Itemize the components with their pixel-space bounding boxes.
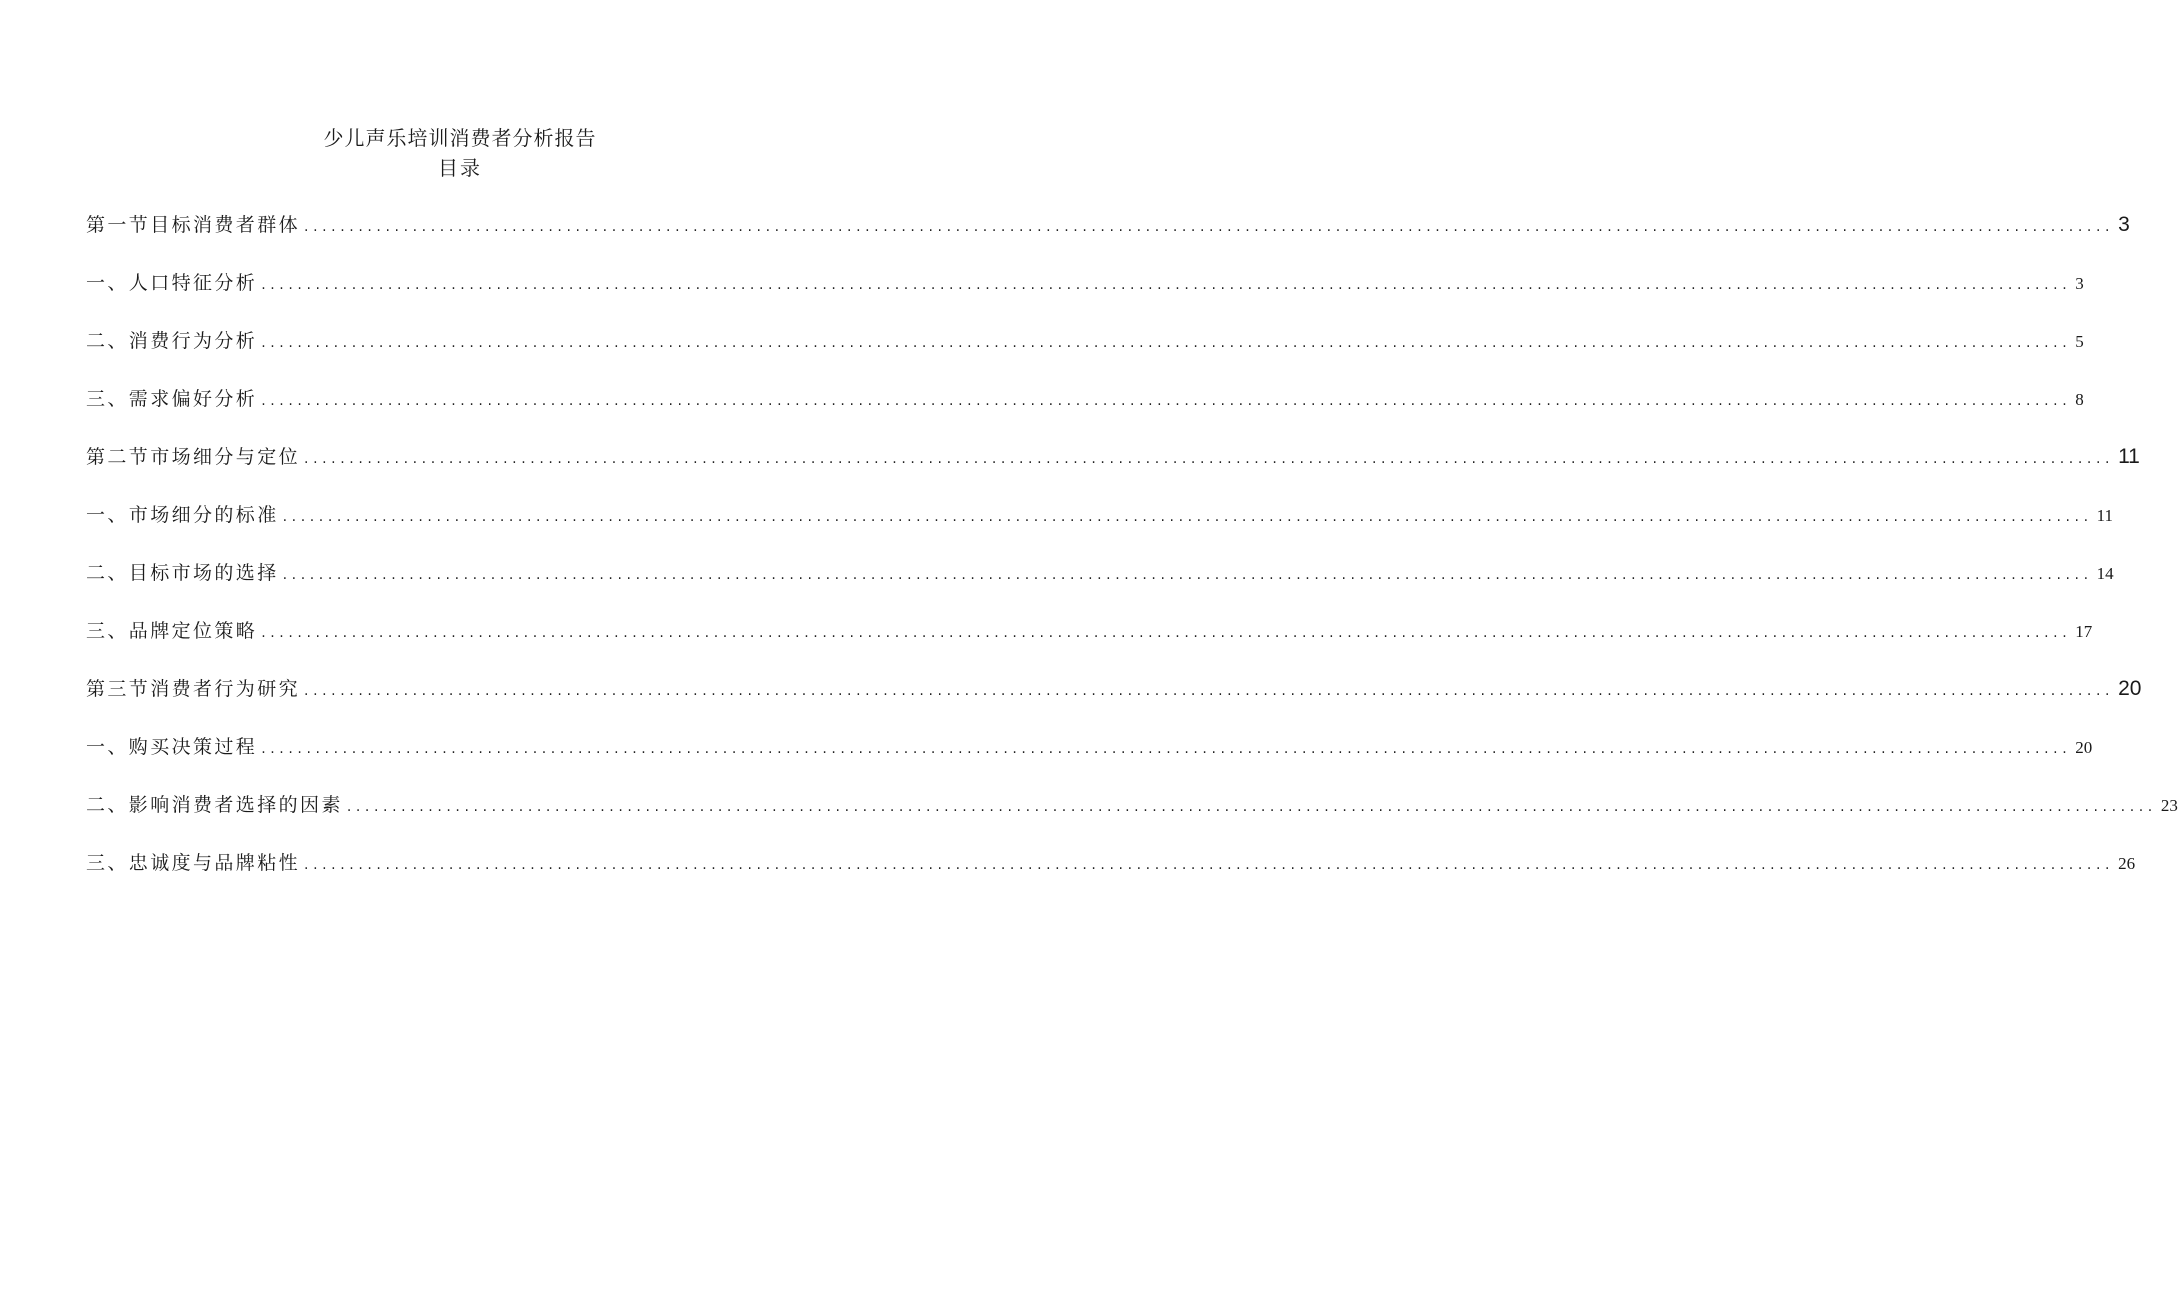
dot-leader: ........................................................................................................................................................................................................ — [261, 393, 2072, 409]
toc-entry-section-1[interactable] — [86, 210, 2130, 268]
toc-entry[interactable] — [86, 500, 2114, 558]
toc-entry-label: 一、购买决策过程 — [86, 736, 258, 758]
dot-leader: ........................................................................................................................................................................................................ — [282, 567, 2093, 583]
toc-entry-label: 二、目标市场的选择 — [86, 562, 279, 584]
dot-leader: ........................................................................................................................................................................................................ — [304, 451, 2115, 467]
document-title: 少儿声乐培训消费者分析报告 — [323, 126, 597, 150]
toc-entry[interactable] — [86, 848, 2136, 906]
toc-entry-label: 第三节消费者行为研究 — [86, 678, 301, 700]
toc-entry[interactable] — [86, 268, 2084, 326]
toc-page-number: 20 — [2118, 677, 2142, 700]
dot-leader: ........................................................................................................................................................................................................ — [261, 741, 2072, 757]
toc-heading: 目录 — [438, 156, 482, 180]
toc-entry-label: 一、市场细分的标准 — [86, 504, 279, 526]
toc-page-number: 26 — [2118, 854, 2136, 873]
toc-entry-label: 三、忠诚度与品牌粘性 — [86, 852, 301, 874]
toc-entry-label: 二、影响消费者选择的因素 — [86, 794, 343, 816]
toc-page-number: 17 — [2075, 622, 2093, 641]
toc-page-number: 23 — [2160, 796, 2178, 815]
table-of-contents — [86, 210, 2178, 906]
dot-leader: ........................................................................................................................................................................................................ — [282, 509, 2093, 525]
toc-entry[interactable] — [86, 616, 2093, 674]
toc-page-number: 8 — [2075, 390, 2084, 409]
toc-entry[interactable] — [86, 384, 2084, 442]
toc-entry-label: 第二节市场细分与定位 — [86, 446, 301, 468]
toc-page-number: 3 — [2118, 213, 2130, 236]
toc-entry-section-2[interactable] — [86, 442, 2140, 500]
dot-leader: ........................................................................................................................................................................................................ — [261, 277, 2072, 293]
toc-entry-label: 第一节目标消费者群体 — [86, 214, 301, 236]
toc-page-number: 3 — [2075, 274, 2084, 293]
dot-leader: ........................................................................................................................................................................................................ — [346, 799, 2157, 815]
toc-page-number: 11 — [2118, 445, 2140, 468]
toc-entry[interactable] — [86, 790, 2178, 848]
toc-entry[interactable] — [86, 326, 2084, 384]
toc-entry-label: 三、需求偏好分析 — [86, 388, 258, 410]
dot-leader: ........................................................................................................................................................................................................ — [304, 219, 2115, 235]
dot-leader: ........................................................................................................................................................................................................ — [261, 625, 2072, 641]
toc-page-number: 11 — [2096, 506, 2114, 525]
dot-leader: ........................................................................................................................................................................................................ — [304, 857, 2115, 873]
toc-page-number: 20 — [2075, 738, 2093, 757]
toc-page-number: 5 — [2075, 332, 2084, 351]
toc-entry-label: 二、消费行为分析 — [86, 330, 258, 352]
toc-entry[interactable] — [86, 732, 2093, 790]
toc-entry-label: 一、人口特征分析 — [86, 272, 258, 294]
toc-entry[interactable] — [86, 558, 2114, 616]
toc-entry-label: 三、品牌定位策略 — [86, 620, 258, 642]
toc-entry-section-3[interactable] — [86, 674, 2142, 732]
toc-page-number: 14 — [2096, 564, 2114, 583]
dot-leader: ........................................................................................................................................................................................................ — [261, 335, 2072, 351]
dot-leader: ........................................................................................................................................................................................................ — [304, 683, 2115, 699]
